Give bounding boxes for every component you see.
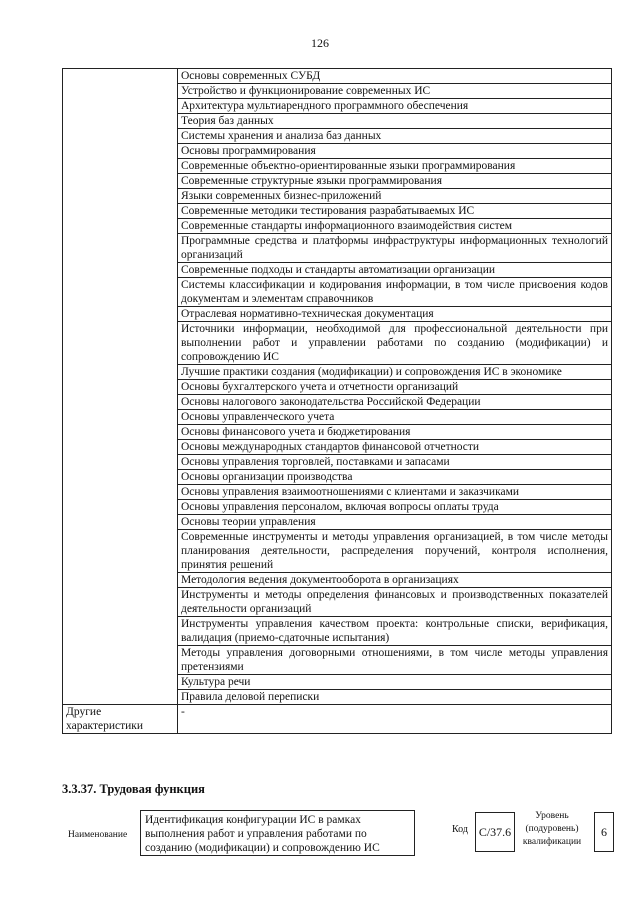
knowledge-item: Инструменты управления качеством проекта: контрольные списки, верификация, валидация (приемо-сдаточные испытания) [178, 617, 612, 646]
knowledge-item: Современные инструменты и методы управления организацией, в том числе методы планирования деятельности, распределения поручений, контроля исполнения, принятия решений [178, 530, 612, 573]
knowledge-item: Основы управления торговлей, поставками и запасами [178, 455, 612, 470]
table-row-other [63, 705, 612, 734]
knowledge-item: Современные структурные языки программирования [178, 174, 612, 189]
knowledge-item: Современные объектно-ориентированные языки программирования [178, 159, 612, 174]
knowledge-item: Основы программирования [178, 144, 612, 159]
knowledge-item: Современные методики тестирования разрабатываемых ИС [178, 204, 612, 219]
knowledge-item: Лучшие практики создания (модификации) и сопровождения ИС в экономике [178, 365, 612, 380]
qualification-level-label: Уровень (подуровень) квалификации [522, 811, 582, 847]
function-code-box: С/37.6 [475, 812, 515, 852]
knowledge-item: Устройство и функционирование современных ИС [178, 84, 612, 99]
knowledge-table [62, 68, 612, 734]
other-characteristics-label: Другие характеристики [63, 705, 178, 734]
code-label: Код [452, 824, 468, 835]
knowledge-item: Современные подходы и стандарты автоматизации организации [178, 263, 612, 278]
knowledge-item: Правила деловой переписки [178, 690, 612, 705]
knowledge-item: Методы управления договорными отношениями, в том числе методы управления претензиями [178, 646, 612, 675]
knowledge-item: Архитектура мультиарендного программного обеспечения [178, 99, 612, 114]
knowledge-item: Системы хранения и анализа баз данных [178, 129, 612, 144]
qualification-level-box: 6 [594, 812, 614, 852]
knowledge-item: Основы теории управления [178, 515, 612, 530]
name-label: Наименование [68, 830, 128, 840]
knowledge-item: Основы современных СУБД [178, 69, 612, 84]
knowledge-item: Источники информации, необходимой для профессиональной деятельности при выполнении работ и управлении работами по созданию (модификации) и сопровождению ИС [178, 322, 612, 365]
knowledge-item: Современные стандарты информационного взаимодействия систем [178, 219, 612, 234]
knowledge-item: Программные средства и платформы инфраструктуры информационных технологий организаций [178, 234, 612, 263]
knowledge-item: Основы управления персоналом, включая вопросы оплаты труда [178, 500, 612, 515]
knowledge-item: Основы бухгалтерского учета и отчетности организаций [178, 380, 612, 395]
knowledge-item: Основы организации производства [178, 470, 612, 485]
knowledge-item: Системы классификации и кодирования информации, в том числе присвоения кодов документам и элементам справочников [178, 278, 612, 307]
knowledge-item: Основы управленческого учета [178, 410, 612, 425]
section-title: 3.3.37. Трудовая функция [62, 782, 205, 796]
knowledge-item: Основы налогового законодательства Российской Федерации [178, 395, 612, 410]
knowledge-item: Основы управления взаимоотношениями с клиентами и заказчиками [178, 485, 612, 500]
page-number: 126 [311, 36, 329, 50]
knowledge-item: Языки современных бизнес-приложений [178, 189, 612, 204]
knowledge-item: Отраслевая нормативно-техническая документация [178, 307, 612, 322]
table-row [63, 69, 612, 84]
knowledge-item: Методология ведения документооборота в организациях [178, 573, 612, 588]
labor-function-header [62, 810, 617, 856]
knowledge-item: Инструменты и методы определения финансовых и производственных показателей деятельности организаций [178, 588, 612, 617]
knowledge-item: Теория баз данных [178, 114, 612, 129]
knowledge-item: Основы финансового учета и бюджетирования [178, 425, 612, 440]
other-characteristics-value: - [178, 705, 612, 734]
knowledge-item: Основы международных стандартов финансовой отчетности [178, 440, 612, 455]
knowledge-item: Культура речи [178, 675, 612, 690]
function-name-box: Идентификация конфигурации ИС в рамках выполнения работ и управления работами по созданию (модификации) и сопровождению ИС [140, 810, 415, 856]
row-label-cell [63, 69, 178, 705]
